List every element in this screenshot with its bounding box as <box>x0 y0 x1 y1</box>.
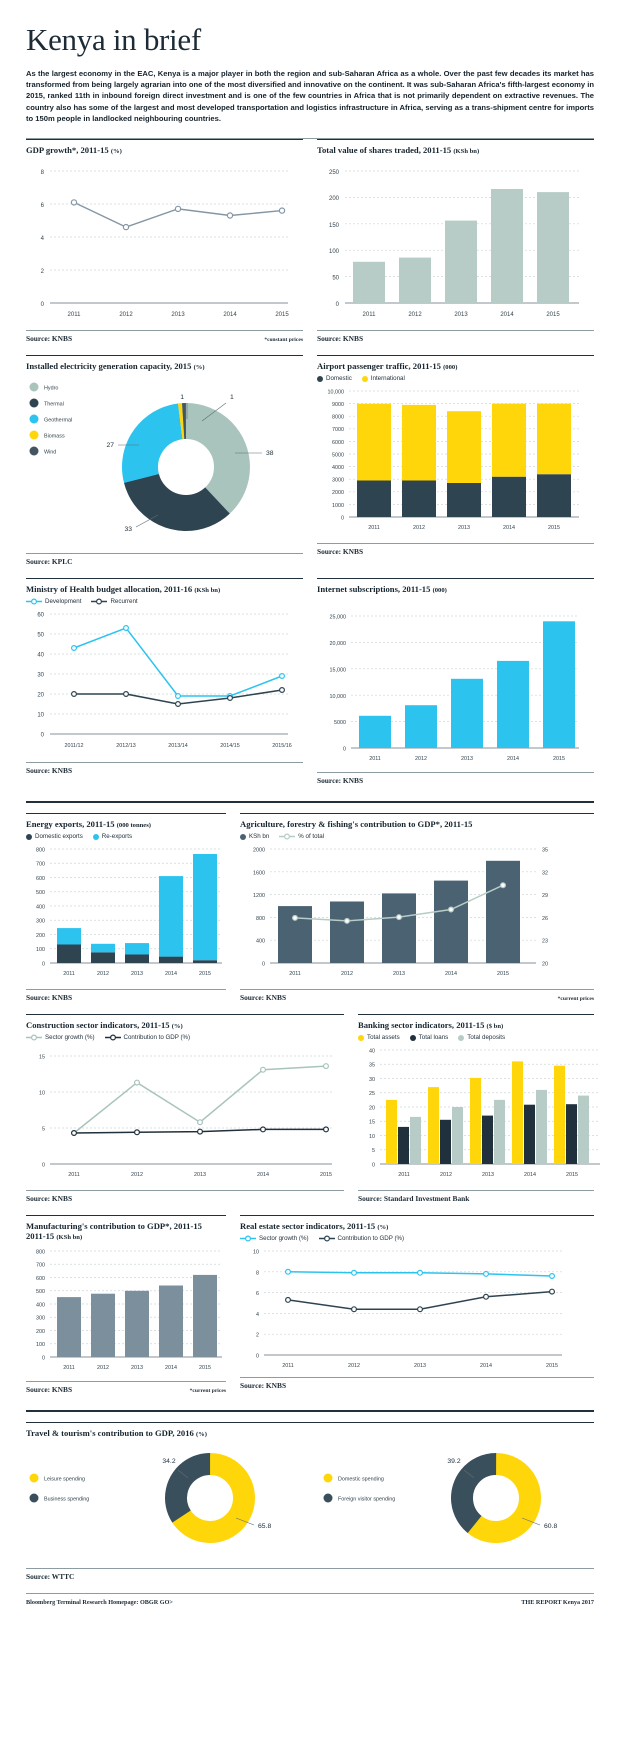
tourism-donuts <box>26 1442 594 1562</box>
svg-text:2015/16: 2015/16 <box>272 743 292 750</box>
legend-item: Sector growth (%) <box>26 1034 95 1041</box>
manufacturing-gdp-chart <box>26 1245 226 1375</box>
svg-text:300: 300 <box>36 918 45 925</box>
panel-internet-subscriptions <box>317 578 594 797</box>
chart-legend <box>26 833 226 840</box>
svg-text:2015: 2015 <box>546 1363 558 1370</box>
svg-text:32: 32 <box>542 870 548 877</box>
svg-text:2011: 2011 <box>282 1363 294 1370</box>
svg-text:2013: 2013 <box>458 525 470 532</box>
real-estate-indicators-chart <box>240 1245 568 1371</box>
chart-legend <box>240 833 594 840</box>
svg-text:2015: 2015 <box>320 1172 332 1179</box>
svg-text:Hydro: Hydro <box>44 385 59 392</box>
svg-text:39.2: 39.2 <box>447 1458 461 1466</box>
svg-text:20: 20 <box>369 1105 375 1112</box>
svg-text:2: 2 <box>256 1332 259 1339</box>
svg-text:2011/12: 2011/12 <box>64 743 84 750</box>
svg-text:0: 0 <box>42 1162 45 1169</box>
legend-item: Sector growth (%) <box>240 1235 309 1242</box>
svg-text:0: 0 <box>42 1355 45 1362</box>
svg-text:8: 8 <box>40 170 44 177</box>
svg-text:0: 0 <box>40 302 44 309</box>
svg-text:2013: 2013 <box>461 756 473 763</box>
chart-title: GDP growth*, 2011-15 (%) <box>26 145 122 156</box>
svg-text:15,000: 15,000 <box>329 667 346 674</box>
source-line: Source: Standard Investment Bank <box>358 1190 594 1203</box>
svg-text:2012: 2012 <box>341 971 353 978</box>
chart-title: Banking sector indicators, 2011-15 ($ bn) <box>358 1020 504 1031</box>
svg-text:500: 500 <box>36 1289 45 1296</box>
svg-text:60: 60 <box>37 612 44 619</box>
svg-text:800: 800 <box>256 915 265 922</box>
svg-text:2013: 2013 <box>393 971 405 978</box>
legend-item: % of total <box>279 833 324 840</box>
svg-text:29: 29 <box>542 893 548 900</box>
svg-text:2012: 2012 <box>97 971 109 978</box>
panel-health-budget <box>26 578 303 797</box>
panel-energy-exports <box>26 813 226 1014</box>
svg-text:0: 0 <box>42 961 45 968</box>
svg-text:200: 200 <box>36 1329 45 1336</box>
svg-text:40: 40 <box>369 1048 375 1055</box>
leisure-business-donut <box>163 1451 257 1545</box>
chart-legend <box>317 375 594 382</box>
svg-text:2013: 2013 <box>171 312 185 319</box>
source-line: Source: KNBS <box>317 772 594 785</box>
source-line: Source: KNBS <box>26 762 303 775</box>
svg-text:2015: 2015 <box>199 971 211 978</box>
banking-indicators-chart <box>358 1044 604 1184</box>
svg-text:2011: 2011 <box>368 525 380 532</box>
svg-text:20: 20 <box>37 692 44 699</box>
svg-text:8000: 8000 <box>332 414 344 421</box>
svg-text:1600: 1600 <box>253 870 265 877</box>
svg-text:2012: 2012 <box>131 1172 143 1179</box>
source-line: Source: KNBS *current prices <box>240 989 594 1002</box>
svg-text:0: 0 <box>40 732 44 739</box>
svg-text:0: 0 <box>341 515 344 522</box>
source-line: Source: KNBS <box>317 543 594 556</box>
svg-text:2014: 2014 <box>223 312 237 319</box>
svg-text:100: 100 <box>36 947 45 954</box>
svg-text:2012/13: 2012/13 <box>116 743 136 750</box>
svg-text:9000: 9000 <box>332 402 344 409</box>
svg-text:20: 20 <box>542 961 548 968</box>
chart-title: Energy exports, 2011-15 (000 tonnes) <box>26 819 151 830</box>
panel-manufacturing-gdp <box>26 1215 226 1406</box>
svg-text:10: 10 <box>39 1090 45 1097</box>
footer-right: THE REPORT Kenya 2017 <box>521 1599 594 1607</box>
svg-text:300: 300 <box>36 1315 45 1322</box>
panel-real-estate-indicators <box>240 1215 594 1406</box>
svg-text:2011: 2011 <box>63 1365 75 1372</box>
svg-text:7000: 7000 <box>332 427 344 434</box>
page-title: Kenya in brief <box>26 22 201 57</box>
svg-text:600: 600 <box>36 876 45 883</box>
panel-electricity-capacity <box>26 355 303 578</box>
legend-item: Recurrent <box>91 598 137 605</box>
chart-title: Agriculture, forestry & fishing's contribution to GDP*, 2011-15 <box>240 819 473 830</box>
svg-text:65.8: 65.8 <box>258 1523 272 1531</box>
svg-text:15: 15 <box>39 1054 45 1061</box>
svg-text:3000: 3000 <box>332 477 344 484</box>
svg-text:23: 23 <box>542 938 548 945</box>
chart-title: Travel & tourism's contribution to GDP, 2016 (%) <box>26 1428 207 1439</box>
svg-text:4000: 4000 <box>332 465 344 472</box>
panel-shares-traded <box>317 139 594 355</box>
agriculture-gdp-chart <box>240 843 568 983</box>
svg-text:2015: 2015 <box>497 971 509 978</box>
health-budget-chart <box>26 608 294 756</box>
svg-text:35: 35 <box>542 847 548 854</box>
svg-text:20,000: 20,000 <box>329 641 346 648</box>
legend-item: Total assets <box>358 1034 400 1041</box>
section-divider <box>26 801 594 803</box>
panel-construction-indicators <box>26 1014 344 1215</box>
gdp-growth-chart <box>26 159 294 324</box>
svg-text:0: 0 <box>335 302 339 309</box>
legend-item: Development <box>26 598 81 605</box>
chart-title: Manufacturing's contribution to GDP*, 2011-15 2011-15 (KSh bn) <box>26 1221 202 1242</box>
svg-text:400: 400 <box>256 938 265 945</box>
source-line: Source: KNBS <box>26 1190 344 1203</box>
svg-text:2012: 2012 <box>348 1363 360 1370</box>
svg-text:400: 400 <box>36 904 45 911</box>
svg-text:Wind: Wind <box>44 449 57 456</box>
svg-text:2013: 2013 <box>414 1363 426 1370</box>
svg-text:25,000: 25,000 <box>329 614 346 621</box>
svg-text:2013: 2013 <box>454 312 468 319</box>
chart-title: Construction sector indicators, 2011-15 (%) <box>26 1020 183 1031</box>
chart-legend <box>240 1235 594 1242</box>
svg-text:200: 200 <box>328 196 339 203</box>
svg-text:1200: 1200 <box>253 893 265 900</box>
svg-text:Geothermal: Geothermal <box>44 417 73 424</box>
svg-text:700: 700 <box>36 861 45 868</box>
shares-traded-chart <box>317 159 585 324</box>
svg-text:200: 200 <box>36 933 45 940</box>
source-line: Source: KNBS *constant prices <box>26 330 303 343</box>
svg-text:500: 500 <box>36 890 45 897</box>
source-line: Source: KPLC <box>26 553 303 566</box>
svg-text:10,000: 10,000 <box>329 693 346 700</box>
row-6 <box>26 1215 594 1406</box>
svg-text:8: 8 <box>256 1270 259 1277</box>
svg-text:2015: 2015 <box>553 756 565 763</box>
chart-title: Ministry of Health budget allocation, 2011-16 (KSh bn) <box>26 584 221 595</box>
chart-legend <box>26 598 303 605</box>
panel-gdp-growth <box>26 139 303 355</box>
svg-text:15: 15 <box>369 1119 375 1126</box>
svg-text:50: 50 <box>332 275 339 282</box>
svg-text:2014: 2014 <box>507 756 519 763</box>
svg-text:2011: 2011 <box>68 1172 80 1179</box>
svg-text:60.8: 60.8 <box>544 1523 558 1531</box>
svg-text:2012: 2012 <box>97 1365 109 1372</box>
svg-text:38: 38 <box>266 450 274 458</box>
svg-text:2013: 2013 <box>482 1172 494 1179</box>
svg-text:100: 100 <box>36 1342 45 1349</box>
row-5 <box>26 1014 594 1215</box>
svg-text:6: 6 <box>256 1291 259 1298</box>
svg-text:2014/15: 2014/15 <box>220 743 240 750</box>
svg-text:250: 250 <box>328 170 339 177</box>
footer-left: Bloomberg Terminal Research Homepage: OBGR GO> <box>26 1599 173 1607</box>
source-line: Source: KNBS *current prices <box>26 1381 226 1394</box>
construction-indicators-chart <box>26 1044 338 1184</box>
svg-text:30: 30 <box>37 672 44 679</box>
legend-item: Contribution to GDP (%) <box>319 1235 405 1242</box>
svg-text:150: 150 <box>328 223 339 230</box>
svg-text:2012: 2012 <box>119 312 133 319</box>
svg-text:0: 0 <box>343 746 346 753</box>
panel-tourism <box>26 1422 594 1581</box>
svg-text:2013/14: 2013/14 <box>168 743 188 750</box>
svg-text:Business spending: Business spending <box>44 1496 90 1503</box>
svg-text:10: 10 <box>37 712 44 719</box>
panel-banking-indicators <box>358 1014 594 1215</box>
svg-text:5: 5 <box>372 1148 375 1155</box>
svg-text:2013: 2013 <box>131 971 143 978</box>
svg-text:2015: 2015 <box>199 1365 211 1372</box>
internet-subscriptions-chart <box>317 598 585 766</box>
airport-traffic-chart <box>317 385 585 537</box>
svg-text:50: 50 <box>37 632 44 639</box>
svg-text:Thermal: Thermal <box>44 401 64 408</box>
svg-text:2000: 2000 <box>253 847 265 854</box>
svg-text:6: 6 <box>40 203 44 210</box>
svg-text:30: 30 <box>369 1077 375 1084</box>
legend-item: KSh bn <box>240 833 269 840</box>
legend-item: Domestic <box>317 375 352 382</box>
legend-item: Contribution to GDP (%) <box>105 1034 191 1041</box>
chart-title: Real estate sector indicators, 2011-15 (%) <box>240 1221 389 1232</box>
svg-text:34.2: 34.2 <box>162 1458 176 1466</box>
svg-text:5000: 5000 <box>332 452 344 459</box>
svg-text:2014: 2014 <box>503 525 515 532</box>
chart-title: Airport passenger traffic, 2011-15 (000) <box>317 361 458 372</box>
source-line: Source: KNBS <box>26 989 226 1002</box>
svg-text:700: 700 <box>36 1262 45 1269</box>
svg-text:10,000: 10,000 <box>327 389 344 396</box>
svg-text:2015: 2015 <box>275 312 289 319</box>
svg-text:1000: 1000 <box>332 502 344 509</box>
svg-text:2015: 2015 <box>546 312 560 319</box>
electricity-capacity-donut <box>26 375 294 547</box>
svg-text:0: 0 <box>372 1162 375 1169</box>
svg-text:5000: 5000 <box>334 720 346 727</box>
svg-text:2014: 2014 <box>480 1363 492 1370</box>
panel-agriculture-gdp <box>240 813 594 1014</box>
svg-text:27: 27 <box>106 442 114 450</box>
legend-item: International <box>362 375 405 382</box>
svg-text:5: 5 <box>42 1126 45 1133</box>
svg-text:4: 4 <box>256 1311 259 1318</box>
chart-title: Internet subscriptions, 2011-15 (000) <box>317 584 447 595</box>
svg-text:0: 0 <box>256 1353 259 1360</box>
svg-text:6000: 6000 <box>332 439 344 446</box>
svg-text:4: 4 <box>40 236 44 243</box>
svg-text:1: 1 <box>230 394 234 402</box>
svg-text:2012: 2012 <box>408 312 422 319</box>
svg-text:2011: 2011 <box>67 312 81 319</box>
svg-text:2012: 2012 <box>413 525 425 532</box>
svg-text:2014: 2014 <box>500 312 514 319</box>
svg-text:Leisure spending: Leisure spending <box>44 1476 86 1483</box>
row-4 <box>26 813 594 1014</box>
svg-text:10: 10 <box>253 1249 259 1256</box>
tourism-legend-right <box>324 1474 396 1503</box>
svg-text:25: 25 <box>369 1091 375 1098</box>
svg-text:1: 1 <box>180 394 184 402</box>
source-line: Source: KNBS <box>240 1377 594 1390</box>
svg-text:2013: 2013 <box>131 1365 143 1372</box>
intro-paragraph: As the largest economy in the EAC, Kenya is a major player in both the region and sub-Saharan Africa as a whole. Over the past few decades its market has transformed from being largely agrarian into one of the most diversified and innovative on the continent. It was sub-Saharan Africa's fifth-largest economy in 2015, ranked 11th in inbound foreign direct investment and is one of the few countries in Africa that is not primarily dependent on extractive revenues. The country also has some of the largest and most developed transportation and logistics infrastructure in Africa, serving as a trans-shipment centre for imports to 150m people in landlocked neighbouring countries. <box>26 69 594 123</box>
svg-text:2: 2 <box>40 269 44 276</box>
svg-text:Foreign visitor spending: Foreign visitor spending <box>338 1496 396 1503</box>
svg-text:800: 800 <box>36 847 45 854</box>
chart-legend <box>358 1034 594 1041</box>
svg-text:2012: 2012 <box>415 756 427 763</box>
chart-legend <box>26 1034 344 1041</box>
svg-text:2011: 2011 <box>398 1172 410 1179</box>
row-2 <box>26 355 594 578</box>
svg-text:2015: 2015 <box>566 1172 578 1179</box>
row-3 <box>26 578 594 797</box>
row-1 <box>26 139 594 355</box>
donut-legend <box>30 383 73 456</box>
svg-text:800: 800 <box>36 1249 45 1256</box>
svg-text:2011: 2011 <box>369 756 381 763</box>
svg-text:2011: 2011 <box>63 971 75 978</box>
svg-text:2012: 2012 <box>440 1172 452 1179</box>
svg-text:Biomass: Biomass <box>44 433 65 440</box>
legend-item: Total loans <box>410 1034 449 1041</box>
svg-text:40: 40 <box>37 652 44 659</box>
svg-text:2014: 2014 <box>165 1365 177 1372</box>
svg-text:2000: 2000 <box>332 490 344 497</box>
source-line: Source: WTTC <box>26 1568 594 1581</box>
chart-title: Total value of shares traded, 2011-15 (KSh bn) <box>317 145 480 156</box>
section-divider-2 <box>26 1410 594 1412</box>
legend-item: Domestic exports <box>26 833 83 840</box>
svg-text:2011: 2011 <box>362 312 376 319</box>
svg-text:0: 0 <box>262 961 265 968</box>
tourism-legend-left <box>30 1474 90 1503</box>
svg-text:35: 35 <box>369 1062 375 1069</box>
legend-item: Total deposits <box>458 1034 505 1041</box>
svg-text:2014: 2014 <box>165 971 177 978</box>
svg-text:2014: 2014 <box>445 971 457 978</box>
svg-text:100: 100 <box>328 249 339 256</box>
page-footer <box>26 1593 594 1606</box>
svg-text:Domestic spending: Domestic spending <box>338 1476 384 1483</box>
source-line: Source: KNBS <box>317 330 594 343</box>
chart-title: Installed electricity generation capacity, 2015 (%) <box>26 361 205 372</box>
svg-text:2014: 2014 <box>524 1172 536 1179</box>
panel-airport-traffic <box>317 355 594 578</box>
svg-text:26: 26 <box>542 915 548 922</box>
energy-exports-chart <box>26 843 226 983</box>
svg-text:2014: 2014 <box>257 1172 269 1179</box>
svg-text:2011: 2011 <box>289 971 301 978</box>
svg-text:10: 10 <box>369 1134 375 1141</box>
svg-text:400: 400 <box>36 1302 45 1309</box>
svg-text:2015: 2015 <box>548 525 560 532</box>
svg-text:2013: 2013 <box>194 1172 206 1179</box>
svg-text:33: 33 <box>124 526 132 534</box>
domestic-foreign-donut <box>448 1450 544 1546</box>
legend-item: Re-exports <box>93 833 132 840</box>
svg-text:600: 600 <box>36 1276 45 1283</box>
